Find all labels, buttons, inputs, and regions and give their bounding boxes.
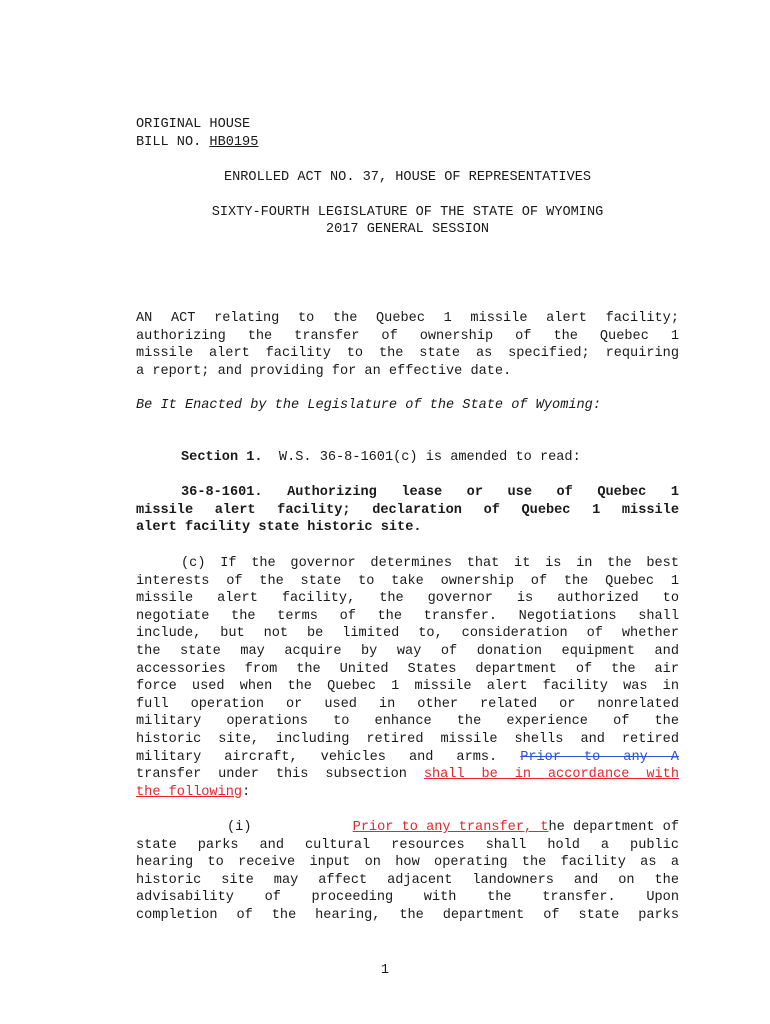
subsection-c-line: full operation or used in other related or nonrelated [136,696,679,712]
deleted-letter: A [670,749,679,765]
paragraph-i-line: completion of the hearing, the department of state parks [136,907,679,923]
statute-heading-line: missile alert facility; declaration of Quebec 1 missile [136,502,679,518]
title-line: AN ACT relating to the Quebec 1 missile alert facility; [136,311,679,326]
statute-heading-line: 36-8-1601. Authorizing lease or use of Quebec 1 [181,485,679,500]
subsection-c [136,555,679,801]
subsection-c-line: negotiate the terms of the transfer. Negotiations shall [136,608,679,624]
section-1-label: Section 1. [181,450,263,465]
title-line: missile alert facility to the state as specified; requiring [136,346,679,362]
subsection-c-plain-text: transfer under this subsection [136,767,407,783]
subsection-c-line: historic site, including retired missile shells and retired [136,731,679,747]
paragraph-i-label: (i) [227,820,252,835]
enacting-clause: Be It Enacted by the Legislature of the State of Wyoming: [136,398,601,413]
subsection-c-line: military operations to enhance the experience of the [136,714,679,730]
paragraph-i-first-line [136,819,679,837]
statute-heading [136,484,679,537]
header-bill-no [136,134,679,152]
inserted-text: the following [136,784,243,800]
subsection-c-amended-line [136,749,679,767]
title-line: authorizing the transfer of ownership of the Quebec 1 [136,328,679,344]
section-1-text: W.S. 36-8-1601(c) is amended to read: [278,450,581,465]
enrolled-act-line: ENROLLED ACT NO. 37, HOUSE OF REPRESENTATIVES [223,170,592,185]
paragraph-i-line: historic site may affect adjacent landowners and on the [136,872,679,888]
paragraph-i [136,819,679,925]
statute-heading-line: alert facility state historic site. [136,520,422,536]
subsection-c-line: the state may acquire by way of donation equipment and [136,643,679,659]
subsection-c-amended-line [136,766,679,784]
header-original-house: ORIGINAL HOUSE [136,117,251,132]
page-number: 1 [380,963,390,978]
inserted-text: shall be in accordance with [423,767,679,783]
paragraph-i-line: advisability of proceeding with the transfer. Upon [136,890,679,906]
subsection-c-line: accessories from the United States department of the air [136,661,679,677]
session-line: 2017 GENERAL SESSION [325,222,490,237]
subsection-c-line: (c) If the governor determines that it is in the best [181,556,679,571]
section-1 [136,449,679,467]
inserted-text: Prior to any transfer, t [352,820,549,835]
subsection-c-line: missile alert facility, the governor is authorized to [136,591,679,607]
act-title [136,310,679,380]
punctuation: : [242,784,251,800]
subsection-c-line: force used when the Quebec 1 missile alert facility was in [136,679,679,695]
paragraph-i-line: state parks and cultural resources shall hold a public [136,837,679,853]
deleted-text: Prior to any [520,749,648,765]
paragraph-i-line: hearing to receive input on how operating the facility as a [136,855,679,871]
bill-prefix: BILL NO. [136,135,210,150]
subsection-c-line: include, but not be limited to, consideration of whether [136,626,679,642]
subsection-c-plain-text: military aircraft, vehicles and arms. [136,749,498,765]
subsection-c-line: interests of the state to take ownership of the Quebec 1 [136,573,679,589]
bill-number: HB0195 [209,135,259,150]
legislature-line: SIXTY-FOURTH LEGISLATURE OF THE STATE OF WYOMING [211,205,604,220]
paragraph-i-text: he department of [548,820,679,835]
title-line: a report; and providing for an effective date. [136,363,512,379]
subsection-c-amended-line [136,784,679,802]
